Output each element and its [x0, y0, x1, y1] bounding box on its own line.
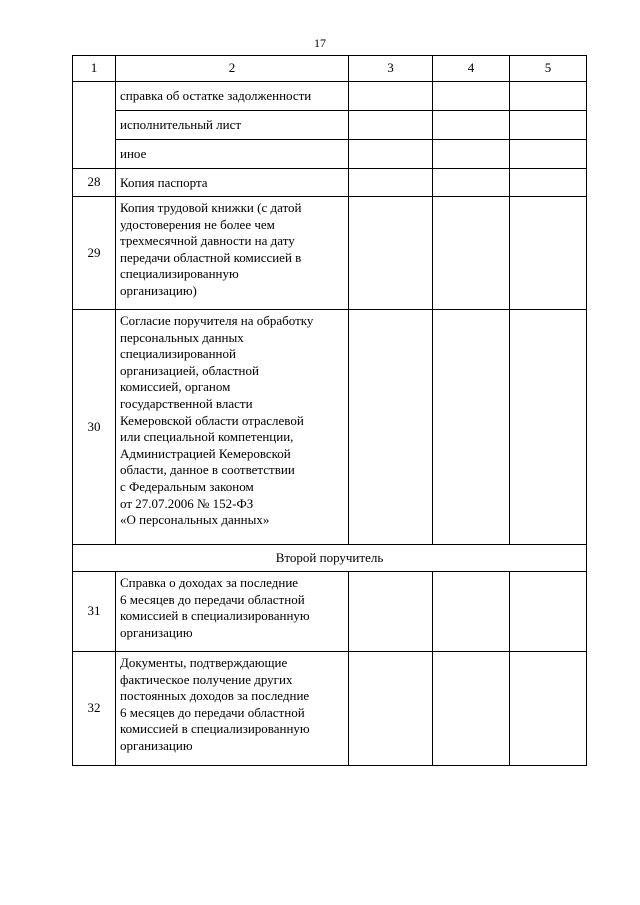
table-row [73, 652, 587, 766]
column-header: 3 [349, 56, 433, 82]
empty-cell [433, 169, 510, 197]
text-line: организацией, областной [120, 362, 259, 378]
text-line: комиссией в специализированную [120, 608, 310, 624]
page-number: 17 [314, 36, 326, 50]
text-line: государственной власти [120, 395, 253, 411]
column-header: 2 [116, 56, 349, 82]
row-text [116, 197, 349, 310]
column-header: 5 [510, 56, 587, 82]
row-number: 29 [73, 197, 116, 310]
column-header: 4 [433, 56, 510, 82]
row-text: исполнительный лист [116, 111, 349, 140]
table-row [73, 169, 587, 197]
text-line: постоянных доходов за последние [120, 688, 310, 704]
text-line: Кемеровской области отраслевой [120, 412, 304, 428]
empty-cell [349, 310, 433, 545]
column-header: 1 [73, 56, 116, 82]
empty-cell [349, 82, 433, 111]
text-line: комиссией, органом [120, 379, 231, 395]
empty-cell [510, 111, 587, 140]
row-number: 31 [73, 572, 116, 652]
text-line: Справка о доходах за последние [120, 575, 299, 590]
documents-table [72, 55, 587, 766]
text-line: фактическое получение других [120, 671, 293, 687]
empty-cell [433, 310, 510, 545]
text-line: Администрацией Кемеровской [120, 445, 291, 461]
text-line: специализированной [120, 346, 236, 362]
section-title: Второй поручитель [73, 545, 587, 572]
row-number-cell [73, 82, 116, 169]
empty-cell [510, 310, 587, 545]
empty-cell [433, 197, 510, 310]
row-number: 32 [73, 652, 116, 766]
empty-cell [349, 572, 433, 652]
table-row [73, 140, 587, 169]
text-line: персональных данных [120, 329, 244, 345]
text-line: Согласие поручителя на обработку [120, 313, 314, 328]
empty-cell [433, 140, 510, 169]
table-row [73, 111, 587, 140]
text-line: «О персональных данных» [120, 512, 270, 528]
empty-cell [510, 82, 587, 111]
text-line: специализированную [120, 266, 239, 282]
text-line: удостоверения не более чем [120, 216, 275, 232]
row-number: 28 [73, 169, 116, 197]
text-line: передачи областной комиссией в [120, 249, 302, 265]
text-line: комиссией в специализированную [120, 721, 310, 737]
empty-cell [349, 197, 433, 310]
table-row [73, 310, 587, 545]
text-line: 6 месяцев до передачи областной [120, 704, 305, 720]
empty-cell [510, 197, 587, 310]
empty-cell [349, 111, 433, 140]
empty-cell [510, 140, 587, 169]
row-text [116, 310, 349, 545]
text-line: организацию [120, 624, 193, 640]
table-row [73, 82, 587, 111]
empty-cell [433, 652, 510, 766]
table-row [73, 572, 587, 652]
row-text: иное [116, 140, 349, 169]
empty-cell [433, 82, 510, 111]
text-line: 6 месяцев до передачи областной [120, 591, 305, 607]
text-line: трехмесячной давности на дату [120, 233, 295, 249]
row-text [116, 572, 349, 652]
empty-cell [510, 652, 587, 766]
table-row [73, 197, 587, 310]
text-line: организацию [120, 737, 193, 753]
table-header-row [73, 56, 587, 82]
text-line: области, данное в соответствии [120, 462, 295, 478]
empty-cell [510, 572, 587, 652]
row-text: Копия паспорта [116, 169, 349, 197]
empty-cell [433, 572, 510, 652]
empty-cell [349, 169, 433, 197]
empty-cell [510, 169, 587, 197]
text-line: Документы, подтверждающие [120, 655, 288, 670]
text-line: от 27.07.2006 № 152-ФЗ [120, 495, 254, 511]
section-row [73, 545, 587, 572]
empty-cell [433, 111, 510, 140]
text-line: или специальной компетенции, [120, 429, 294, 445]
row-text [116, 652, 349, 766]
text-line: Копия трудовой книжки (с датой [120, 200, 302, 215]
text-line: организацию) [120, 282, 197, 298]
row-text: справка об остатке задолженности [116, 82, 349, 111]
row-number: 30 [73, 310, 116, 545]
text-line: с Федеральным законом [120, 478, 254, 494]
empty-cell [349, 140, 433, 169]
empty-cell [349, 652, 433, 766]
